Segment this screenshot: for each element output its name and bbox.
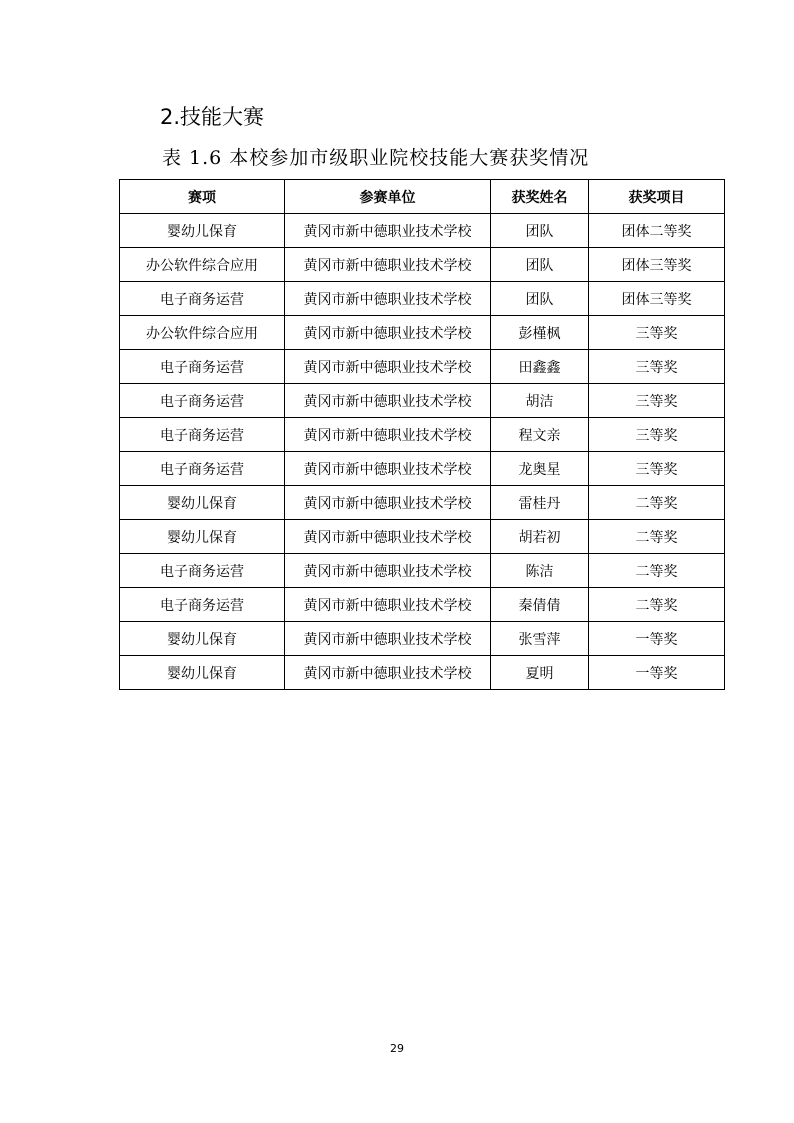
winner-cell: 团队 [491,248,589,282]
winner-cell: 胡洁 [491,384,589,418]
event-cell: 婴幼儿保育 [120,486,285,520]
unit-cell: 黄冈市新中德职业技术学校 [285,248,491,282]
table-header-row [120,180,725,214]
event-cell: 办公软件综合应用 [120,248,285,282]
table-row [120,656,725,690]
award-cell: 三等奖 [589,316,725,350]
event-cell: 办公软件综合应用 [120,316,285,350]
event-cell: 电子商务运营 [120,452,285,486]
header-cell-winner: 获奖姓名 [491,180,589,214]
table-row [120,486,725,520]
unit-cell: 黄冈市新中德职业技术学校 [285,418,491,452]
award-cell: 三等奖 [589,350,725,384]
award-cell: 二等奖 [589,486,725,520]
award-cell: 二等奖 [589,554,725,588]
award-cell: 三等奖 [589,418,725,452]
unit-cell: 黄冈市新中德职业技术学校 [285,282,491,316]
table-row [120,316,725,350]
header-cell-event: 赛项 [120,180,285,214]
unit-cell: 黄冈市新中德职业技术学校 [285,214,491,248]
award-cell: 二等奖 [589,588,725,622]
winner-cell: 秦倩倩 [491,588,589,622]
unit-cell: 黄冈市新中德职业技术学校 [285,350,491,384]
winner-cell: 田鑫鑫 [491,350,589,384]
event-cell: 电子商务运营 [120,282,285,316]
event-cell: 婴幼儿保育 [120,622,285,656]
award-cell: 团体三等奖 [589,282,725,316]
table-row [120,418,725,452]
table-row [120,588,725,622]
winner-cell: 夏明 [491,656,589,690]
table-row [120,384,725,418]
table-row [120,520,725,554]
event-cell: 婴幼儿保育 [120,520,285,554]
event-cell: 电子商务运营 [120,418,285,452]
award-cell: 三等奖 [589,452,725,486]
table-body [120,214,725,690]
awards-table [119,179,725,690]
event-cell: 电子商务运营 [120,588,285,622]
winner-cell: 团队 [491,282,589,316]
award-cell: 团体三等奖 [589,248,725,282]
event-cell: 婴幼儿保育 [120,656,285,690]
award-cell: 三等奖 [589,384,725,418]
table-caption: 表 1.6 本校参加市级职业院校技能大赛获奖情况 [162,147,590,169]
event-cell: 电子商务运营 [120,350,285,384]
event-cell: 电子商务运营 [120,384,285,418]
unit-cell: 黄冈市新中德职业技术学校 [285,656,491,690]
award-cell: 一等奖 [589,656,725,690]
award-cell: 团体二等奖 [589,214,725,248]
section-heading: 2.技能大赛 [160,105,265,129]
table-row [120,350,725,384]
winner-cell: 陈洁 [491,554,589,588]
winner-cell: 程文亲 [491,418,589,452]
unit-cell: 黄冈市新中德职业技术学校 [285,554,491,588]
winner-cell: 雷桂丹 [491,486,589,520]
unit-cell: 黄冈市新中德职业技术学校 [285,316,491,350]
header-cell-unit: 参赛单位 [285,180,491,214]
page-number: 29 [390,1042,404,1055]
header-cell-award: 获奖项目 [589,180,725,214]
table-row [120,554,725,588]
award-cell: 一等奖 [589,622,725,656]
winner-cell: 胡若初 [491,520,589,554]
table-row [120,214,725,248]
winner-cell: 彭槿枫 [491,316,589,350]
unit-cell: 黄冈市新中德职业技术学校 [285,384,491,418]
unit-cell: 黄冈市新中德职业技术学校 [285,452,491,486]
event-cell: 婴幼儿保育 [120,214,285,248]
unit-cell: 黄冈市新中德职业技术学校 [285,520,491,554]
unit-cell: 黄冈市新中德职业技术学校 [285,486,491,520]
winner-cell: 团队 [491,214,589,248]
winner-cell: 龙奥星 [491,452,589,486]
table-row [120,282,725,316]
table-row [120,622,725,656]
unit-cell: 黄冈市新中德职业技术学校 [285,622,491,656]
winner-cell: 张雪萍 [491,622,589,656]
table-row [120,452,725,486]
event-cell: 电子商务运营 [120,554,285,588]
unit-cell: 黄冈市新中德职业技术学校 [285,588,491,622]
table-row [120,248,725,282]
award-cell: 二等奖 [589,520,725,554]
